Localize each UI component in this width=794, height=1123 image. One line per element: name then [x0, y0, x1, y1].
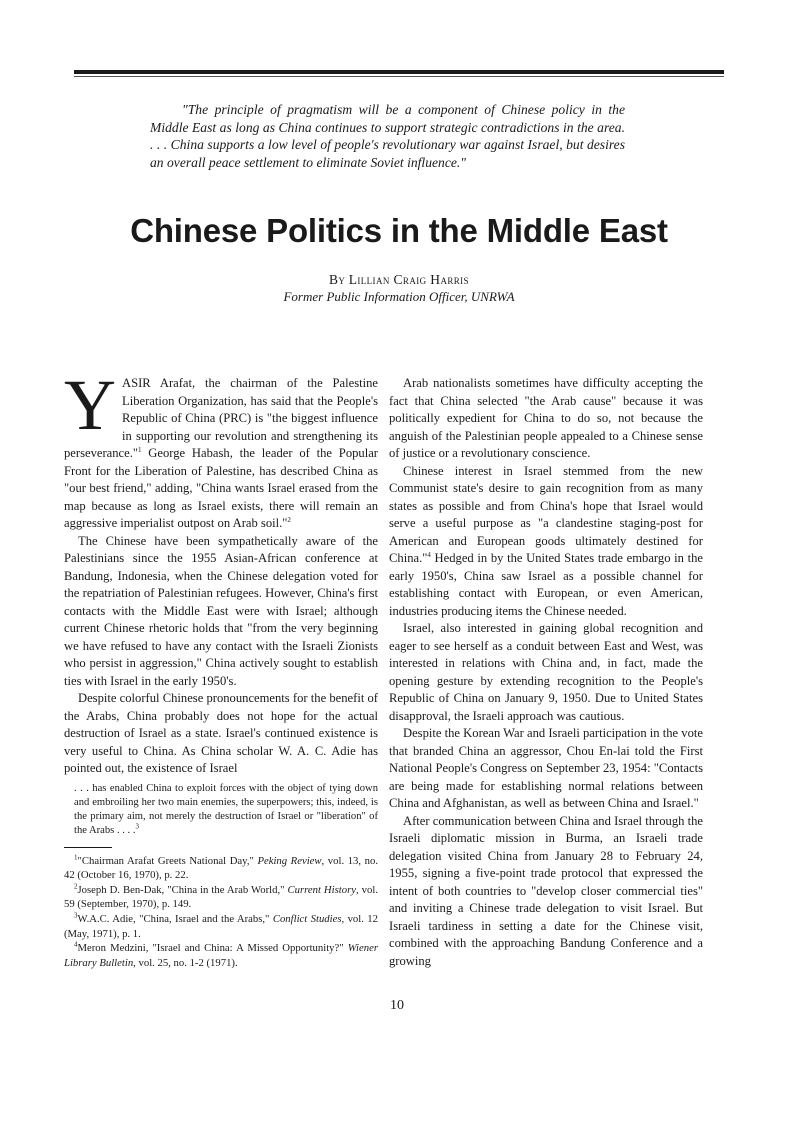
footnote-ref-1: 1	[138, 445, 142, 454]
block-quote	[74, 782, 378, 839]
paragraph-r3: Israel, also interested in gaining global recognition and eager to see herself as a conduit between East and West, was interested in relations with China and, in fact, made the opening gesture by extending recognition to the People's Republic of China on January 9, 1950. Due to United States disapproval, the Israeli approach was cautious.	[389, 621, 703, 723]
footnote-number: 1	[74, 853, 78, 862]
footnote-2	[64, 883, 378, 912]
footnote-source: Conflict Studies	[272, 913, 342, 926]
article-title: Chinese Politics in the Middle East	[130, 212, 668, 249]
byline	[74, 271, 724, 288]
footnote-ref-3: 3	[135, 822, 139, 831]
top-rule	[74, 70, 724, 74]
footnote-rule	[64, 847, 112, 848]
paragraph-2: The Chinese have been sympathetically aware of the Palestinians since the 1955 Asian-African conference at Bandung, Indonesia, when the Chinese delegation voted for the repatriation of Palestinian refugees. However, China's first contacts with the Middle East were with Israel; although current Chinese rhetoric holds that "from the very beginning we have refused to have any contact with the Israeli Zionists who persist in aggression," China actively sought to establish ties with Israel in the early 1950's.	[64, 533, 378, 688]
paragraph-1	[64, 365, 378, 533]
left-column	[64, 365, 378, 970]
footnote-text: , vol. 59 (September, 1970), p. 149.	[64, 883, 378, 911]
footnote-number: 3	[74, 911, 78, 920]
top-rule-thin	[74, 76, 724, 77]
footnote-text: Meron Medzini, "Israel and China: A Missed Opportunity?"	[77, 942, 348, 955]
footnote-3	[64, 912, 378, 941]
paragraph-1-text-b: George Habash, the leader of the Popular Front for the Liberation of Palestine, has described China as "our best friend," adding, "China wants Israel erased from the map because as long as Israel exists, there will remain an aggressive imperialist outpost on Arab soil."	[64, 446, 378, 530]
paragraph-r2-text-b: Hedged in by the United States trade embargo in the early 1950's, China saw Israel as a possible channel for establishing contact with European, or even American, industries producing items the Chinese needed.	[389, 551, 703, 618]
paragraph-r4: Despite the Korean War and Israeli participation in the vote that branded China an aggressor, Chou En-lai told the First National People's Congress on September 23, 1954: "Contacts are being made for establishing normal relations between China and Afghanistan, as well as between China and Israel."	[389, 726, 703, 810]
footnote-text: Joseph D. Ben-Dak, "China in the Arab World,"	[77, 883, 288, 896]
footnote-text: "Chairman Arafat Greets National Day,"	[77, 854, 258, 867]
footnote-text: , vol. 13, no. 42 (October 16, 1970), p. 22.	[64, 854, 378, 882]
paragraph-r2	[389, 463, 703, 621]
footnote-text: , vol. 25, no. 1-2 (1971).	[133, 956, 238, 969]
page-number: 10	[390, 998, 404, 1013]
paragraph-r1: Arab nationalists sometimes have difficulty accepting the fact that China selected "the Arab cause" because it was politically expedient for China to do so, not because the anguish of the Palestinian people appealed to a Chinese sense of justice or a revolutionary conscience.	[389, 376, 703, 460]
paragraph-r2-text-a: Chinese interest in Israel stemmed from the new Communist state's desire to gain recognition from as many states as possible and from China's hope that Israel would serve a useful purpose as "a clandestine staging-post for American and European goods ultimately destined for China."	[389, 463, 703, 565]
paragraph-1-text-a: Arafat, the chairman of the Palestine Liberation Organization, has said that the People's Republic of China (PRC) is "the biggest influence in supporting our revolution and strengthening its perseverance."	[64, 376, 378, 460]
footnote-source: Peking Review	[257, 854, 322, 867]
paragraph-3: Despite colorful Chinese pronouncements for the benefit of the Arabs, China probably does not hope for the actual destruction of Israel as a state. Israel's continued existence is very useful to China. As China scholar W. A. C. Adie has pointed out, the existence of Israel	[64, 691, 378, 775]
opening-smallcaps: ASIR	[122, 376, 151, 390]
footnote-source: Wiener Library Bulletin	[64, 942, 378, 969]
footnote-4	[64, 941, 378, 970]
footnote-source: Current History	[287, 883, 356, 896]
footnote-1	[64, 854, 378, 883]
block-quote-text: . . . has enabled China to exploit forces with the object of tying down and embroiling her two main enemies, the superpowers; this, indeed, is the primary aim, not merely the destruction of Israel or "liberation" of the Arabs . . . .	[74, 782, 378, 837]
byline-prefix: By	[329, 272, 346, 287]
footnote-ref-4: 4	[427, 550, 431, 559]
footnote-text: W.A.C. Adie, "China, Israel and the Arabs,"	[77, 913, 273, 926]
footnote-number: 2	[74, 882, 78, 891]
epigraph	[150, 101, 625, 171]
footnote-number: 4	[74, 940, 78, 949]
footnote-text: , vol. 12 (May, 1971), p. 1.	[64, 913, 378, 940]
author-affiliation: Former Public Information Officer, UNRWA	[283, 289, 515, 304]
footnote-ref-2: 2	[287, 515, 291, 524]
paragraph-r5: After communication between China and Israel through the Israeli diplomatic mission in Burma, an Israeli trade delegation visited China from January 28 to February 24, 1955, signing a five-point trade protocol that expressed the intent of both countries to "develop closer commercial ties" and inviting a Chinese trade delegation to visit Israel. But Israeli tardiness in setting a date for the Chinese visit, combined with the approaching Bandung Conference and a growing	[389, 813, 703, 968]
drop-cap: Y	[64, 365, 116, 445]
epigraph-text: "The principle of pragmatism will be a component of Chinese policy in the Middle East as long as China continues to support strategic contradictions in the area. . . . China supports a low level of people's revolutionary war against Israel, but desires an overall peace settlement to eliminate Soviet influence."	[150, 102, 625, 170]
author-name: Lillian Craig Harris	[348, 272, 469, 287]
right-column	[389, 375, 703, 970]
